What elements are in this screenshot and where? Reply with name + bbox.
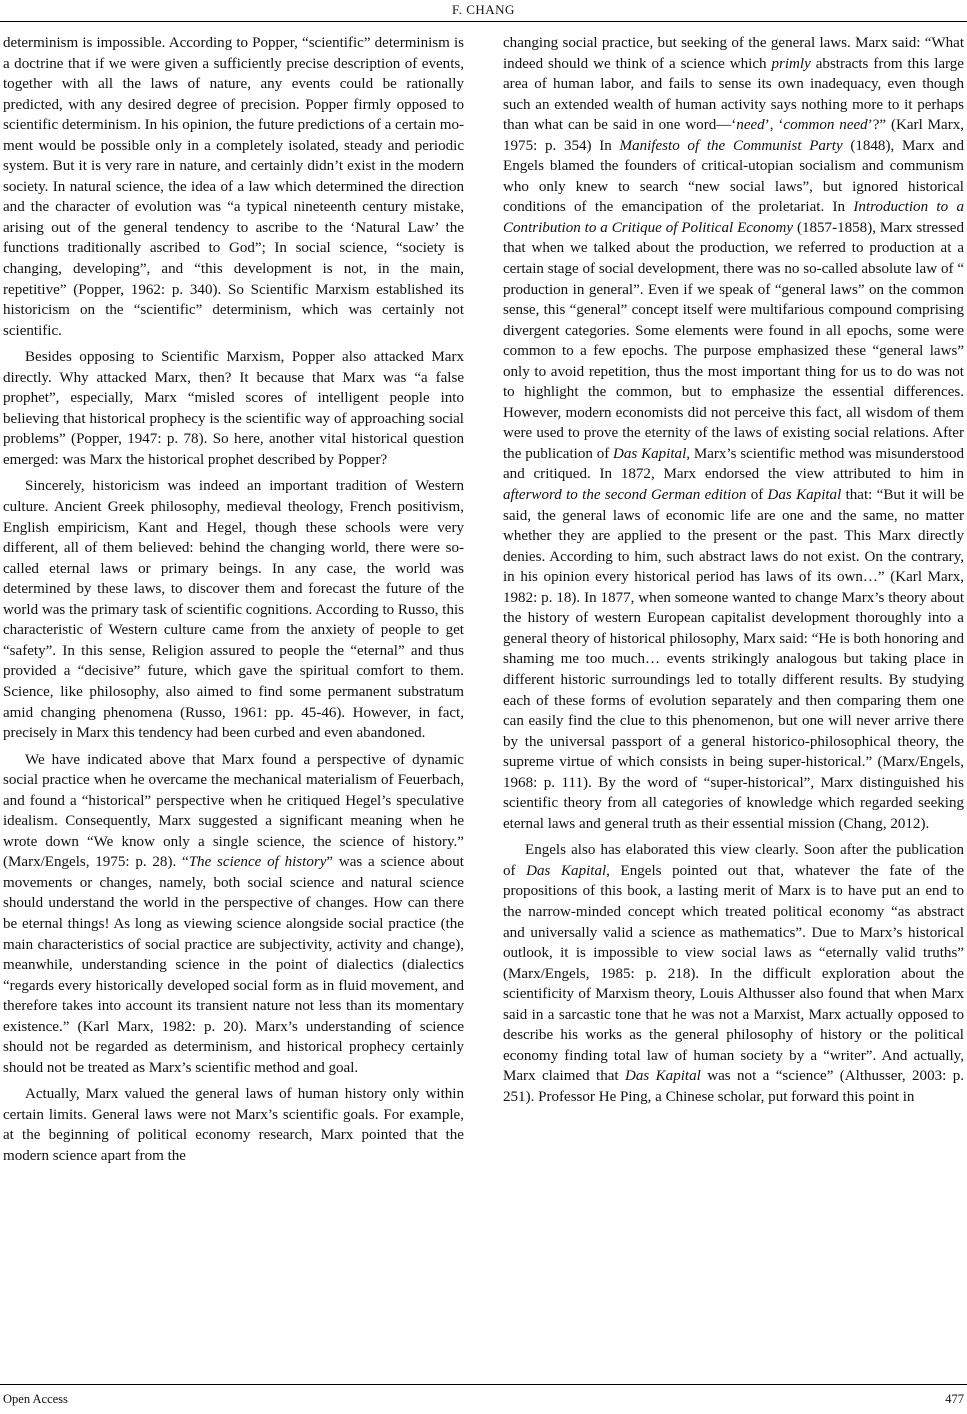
running-head: F. CHANG xyxy=(452,2,515,17)
text-run: ” was a science about movements or changes, namely, both social science and natural science should understand the world in the perspective of changes. How can there be eternal things! As long as viewing science alongside social practice (the main characteristics of social practice are subjectivity, activity and change), meanwhile, understanding science in the point of dialectics (dialectics “regards every historically developed social form as in fluid movement, and therefore takes into account its transient nature not less than its momentary existence.” (Karl Marx, 1982: p. 20). Marx’s understanding of science should not be regarded as determinism, and historical prophecy certainly should not be treated as Marx’s scientific method and goal. xyxy=(3,854,464,1076)
italic-run: primly xyxy=(771,55,811,72)
italic-run: need xyxy=(736,117,765,134)
page-number: 477 xyxy=(945,1392,964,1406)
italic-run: Das Kapital xyxy=(613,445,687,462)
text-run: , Marx’s scientific method was misunderstood and critiqued. In 1872, Marx endorsed the view attributed to him in xyxy=(503,445,964,483)
paragraph xyxy=(3,750,464,1079)
italic-run: common need xyxy=(783,117,868,134)
italic-run: Das Kapital xyxy=(767,487,842,504)
paragraph xyxy=(503,33,964,834)
text-run: was not a “science” (Althusser, 2003: p. 251). Professor He Ping, a Chinese scholar, put forward this point in xyxy=(503,1068,964,1105)
right-column xyxy=(503,33,964,1373)
text-run: We have indicated above that Marx found a perspective of dynamic social practice when he overcame the mechanical materialism of Feuerbach, and found a “historical” perspective when he critiqued Hegel’s speculative idealism. Consequently, Marx suggested a significant meaning when he wrote down “We know only a single science, the science of history.” (Marx/Engels, 1975: p. 28). “ xyxy=(3,751,464,871)
paragraph: Sincerely, historicism was indeed an important tradition of Western culture. Ancient Greek philosophy, medieval theology, French positivism, English empiricism, Kant and Hegel, though these schools were very different, all of them believed: behind the changing world, there were so-called eternal laws or primary beings. In any case, the world was determined by these laws, to discover them and forecast the future of the world was the primary task of scientific cognitions. According to Russo, this characteristic of Western culture came from the anxiety of people to get “safety”. In this sense, Religion assured to people the “eternal” and thus provided a “decisive” future, which gave the spiritual comfort to them. Science, like philosophy, also aimed to find some permanent substratum amid changing phenomena (Russo, 1961: pp. 45-46). However, in fact, precisely in Marx this tendency had been curbed and even abandoned. xyxy=(3,478,464,742)
text-run: abstracts from this large area of human labor, and fails to sense its own inadequacy, even though such an extended wealth of human activity says nothing more to it perhaps than what can be said in one word—‘ xyxy=(503,55,964,134)
paragraph xyxy=(503,840,964,1107)
text-run: of xyxy=(746,487,768,504)
italic-run: Introduction to a Contribution to a Critique of Political Economy xyxy=(503,199,964,236)
left-column xyxy=(3,33,464,1373)
text-run: (1857-1858), Marx stressed that when we talked about the production, we referred to production at a certain stage of social development, there was no so-called absolute law of “ production in general”. Even if we speak of “general laws” on the common sense, this “general” concept itself were multifarious compound comprising divergent categories. Some elements were found in all epochs, some were common to a few epochs. The purpose emphasized these “general laws” only to avoid repetition, thus the most important thing for us to do was not to highlight the common, but to emphasize the essential differences. However, modern economists did not perceive this fact, all wisdom of them were used to prove the eternity of the laws of existing social relations. After the publication of xyxy=(503,219,964,462)
text-run: (1848), Marx and Engels blamed the founders of critical-utopian socialism and communism who only knew to search “new social laws”, but ignored historical conditions of the emancipation of the proletariat. In xyxy=(503,137,964,216)
text-run: , Engels pointed out that, whatever the fate of the propositions of this book, a lasting merit of Marx is to have put an end to the narrow-minded concept which treated political economy “as abstract and universally valid a science as mathematics”. Due to Marx’s historical outlook, it is impossible to view social laws as “eternally valid truths” (Marx/Engels, 1985: p. 218). In the difficult exploration about the scientificity of Marxism theory, Louis Althusser also found that when Marx said in a sarcastic tone that he was not a Marxist, Marx actually opposed to describe his works as the general philosophy of history or the political economy finding total law of human society by a “writer”. And actually, Marx claimed that xyxy=(503,862,965,1085)
paragraph: determinism is impossible. According to Popper, “scientific” determinism is a doctrine that if we were given a sufficiently precise description of events, together with all the laws of nature, any events could be rationally predicted, with any desired degree of precision. Popper firmly opposed to scientific determinism. In his opinion, the future predictions of a certain moment would be possible only in a completely isolated, steady and periodic system. But it is very rare in nature, and certainly didn’t exist in the modern society. In natural science, the idea of a law which determined the direction and the character of evolution was “a typical nineteenth century mistake, arising out of the general tendency to ascribe to the ‘Natural Law’ the functions traditionally ascribed to God”; In social science, “society is changing, developing”, and “this development is not, in the main, repetitive” (Popper, 1962: p. 340). So Scientific Marxism established its historicism on the “scientific” determinism, which was certainly not scientific. xyxy=(3,35,464,339)
text-run: that: “But it will be said, the general laws of economic life are one and the same, no matter whether they are applied to the present or the past. This Marx directly denies. According to him, such abstract laws do not exist. On the contrary, in his opinion every historical period has laws of its own…” (Karl Marx, 1982: p. 18). In 1877, when someone wanted to change Marx’s theory about the history of western European capitalist development thoroughly into a general theory of historical philosophy, Marx said: “He is both honoring and shaming me too much… events strikingly analogous but taking place in different historic surroundings led to totally different results. By studying each of these forms of evolution separately and then comparing them one can easily find the clue to this phenomenon, but one will never arrive there by the universal passport of a general historico-philosophical theory, the supreme virtue of which consists in being super-historical.” (Marx/Engels, 1968: p. 111). By the word of “super-historical”, Marx distinguished his scientific theory from all categories of knowledge which regarded seeking eternal laws and general truth as their essential mission (Chang, 2012). xyxy=(503,487,964,832)
header-rule xyxy=(0,21,967,22)
text-run: ’?” (Karl Marx, 1975: p. 354) In xyxy=(503,117,965,154)
open-access-label: Open Access xyxy=(3,1392,68,1406)
italic-run: The science of history xyxy=(188,854,327,871)
italic-run: afterword to the second German edition xyxy=(503,487,747,504)
text-run: Engels also has elaborated this view clearly. Soon after the publication of xyxy=(503,842,964,879)
paragraph: Actually, Marx valued the general laws of human history only within certain limits. General laws were not Marx’s scientific goals. For example, at the beginning of political economy research, Marx pointed that the modern science apart from the xyxy=(3,1086,464,1164)
text-run: ’, ‘ xyxy=(764,117,784,134)
text-run: changing social practice, but seeking of the general laws. Marx said: “What indeed should we think of a science which xyxy=(503,35,964,72)
italic-run: Das Kapital xyxy=(526,862,607,879)
paragraph: Besides opposing to Scientific Marxism, Popper also attacked Marx directly. Why attacked Marx, then? It because that Marx was “a false prophet”, especially, Marx “misled scores of intelligent people into believing that historical prophecy is the scientific way of approaching social problems” (Popper, 1947: p. 78). So here, another vital historical question emerged: was Marx the historical prophet described by Popper? xyxy=(3,349,464,468)
italic-run: Das Kapital xyxy=(625,1068,701,1085)
footer-rule xyxy=(0,1384,967,1385)
italic-run: Manifesto of the Communist Party xyxy=(619,137,843,154)
